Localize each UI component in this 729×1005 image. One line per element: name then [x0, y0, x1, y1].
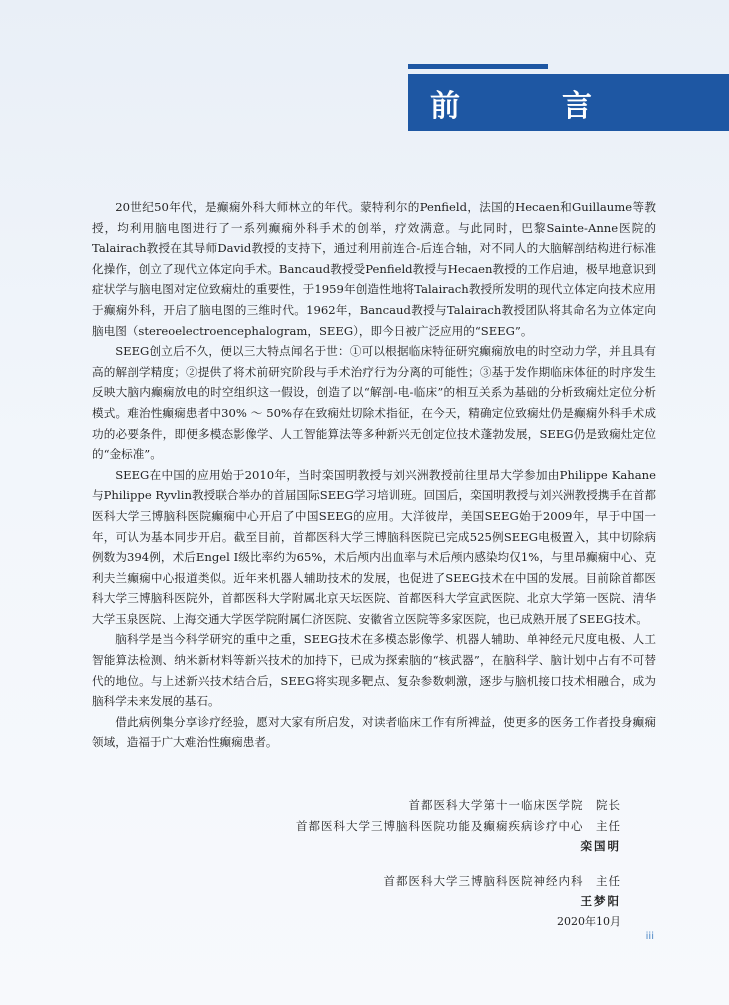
title-block [408, 64, 729, 131]
signature-title-1: 首都医科大学第十一临床医学院 院长 [408, 798, 621, 812]
preface-body [92, 197, 656, 753]
paragraph-1: 20世纪50年代，是癫痫外科大师林立的年代。蒙特利尔的Penfield，法国的Hecaen和Guillaume等教授，均利用脑电图进行了一系列癫痫外科手术的创举，疗效满意。与此同时，巴黎Sainte-Anne医院的Talairach教授在其导师David教授的支持下，通过利用前连合-后连合轴，对不同人的大脑解剖结构进行标准化操作，创立了现代立体定向手术。Bancaud教授受Penfield教授与Hecaen教授的工作启迪，极早地意识到症状学与脑电图对定位致痫灶的重要性，于1959年创造性地将Talairach教授所发明的现代立体定向技术应用于癫痫外科，开启了脑电图的三维时代。1962年，Bancaud教授与Talairach教授团队将其命名为立体定向脑电图（stereoelectroencephalogram，SEEG），即今日被广泛应用的“SEEG”。 [92, 200, 656, 338]
signature-title-2: 首都医科大学三博脑科医院功能及癫痫疾病诊疗中心 主任 [296, 818, 621, 833]
signature-date: 2020年10月 [557, 914, 621, 928]
signature-block [296, 795, 621, 933]
title-bar [408, 74, 729, 131]
paragraph-5: 借此病例集分享诊疗经验，愿对大家有所启发，对读者临床工作有所裨益，使更多的医务工作者投身癫痫领域，造福于广大难治性癫痫患者。 [92, 714, 656, 750]
paragraph-4: 脑科学是当今科学研究的重中之重，SEEG技术在多模态影像学、机器人辅助、单神经元尺度电极、人工智能算法检测、纳米新材料等新兴技术的加持下，已成为探索脑的“核武器”，在脑科学、脑计划中占有不可替代的地位。与上述新兴技术结合后，SEEG将实现多靶点、复杂参数刺激，逐步与脑机接口技术相融合，成为脑科学未来发展的基石。 [92, 632, 656, 709]
paragraph-2: SEEG创立后不久，便以三大特点闻名于世：①可以根据临床特征研究癫痫放电的时空动力学，并且具有高的解剖学精度；②提供了将术前研究阶段与手术治疗行为分离的可能性；③基于发作期临床体征的时序发生反映大脑内癫痫放电的时空组织这一假设，创造了以“解剖-电-临床”的相互关系为基础的分析致痫灶定位分析模式。难治性癫痫患者中30% ～ 50%存在致痫灶切除术指征，在今天，精确定位致痫灶仍是癫痫外科手术成功的必要条件，即便多模态影像学、人工智能算法等多种新兴无创定位技术蓬勃发展，SEEG仍是致痫灶定位的“金标准”。 [92, 344, 656, 462]
signature-title-3: 首都医科大学三博脑科医院神经内科 主任 [383, 873, 621, 888]
page-number: iii [645, 931, 654, 942]
signature-name-1: 栾国明 [580, 839, 621, 854]
page-title: 前 言 [430, 88, 628, 124]
paragraph-3: SEEG在中国的应用始于2010年，当时栾国明教授与刘兴洲教授前往里昂大学参加由Philippe Kahane与Philippe Ryvlin教授联合举办的首届国际SEEG学习培训班。回国后，栾国明教授与刘兴洲教授携手在首都医科大学三博脑科医院癫痫中心开启了中国SEEG的应用。大洋彼岸，美国SEEG始于2009年，早于中国一年，可认为基本同步开启。截至目前，首都医科大学三博脑科医院已完成525例SEEG电极置入，其中切除病例数为394例，术后Engel Ⅰ级比率约为65%，术后颅内出血率与术后颅内感染均仅1%，与里昂癫痫中心、克利夫兰癫痫中心报道类似。近年来机器人辅助技术的发展，也促进了SEEG技术在中国的发展。目前除首都医科大学三博脑科医院外，首都医科大学附属北京天坛医院、首都医科大学宣武医院、北京大学第一医院、清华大学玉泉医院、上海交通大学医学院附属仁济医院、安徽省立医院等多家医院，也已成熟开展了SEEG技术。 [92, 467, 656, 626]
title-rule [408, 64, 548, 69]
signature-name-2: 王梦阳 [580, 894, 621, 909]
